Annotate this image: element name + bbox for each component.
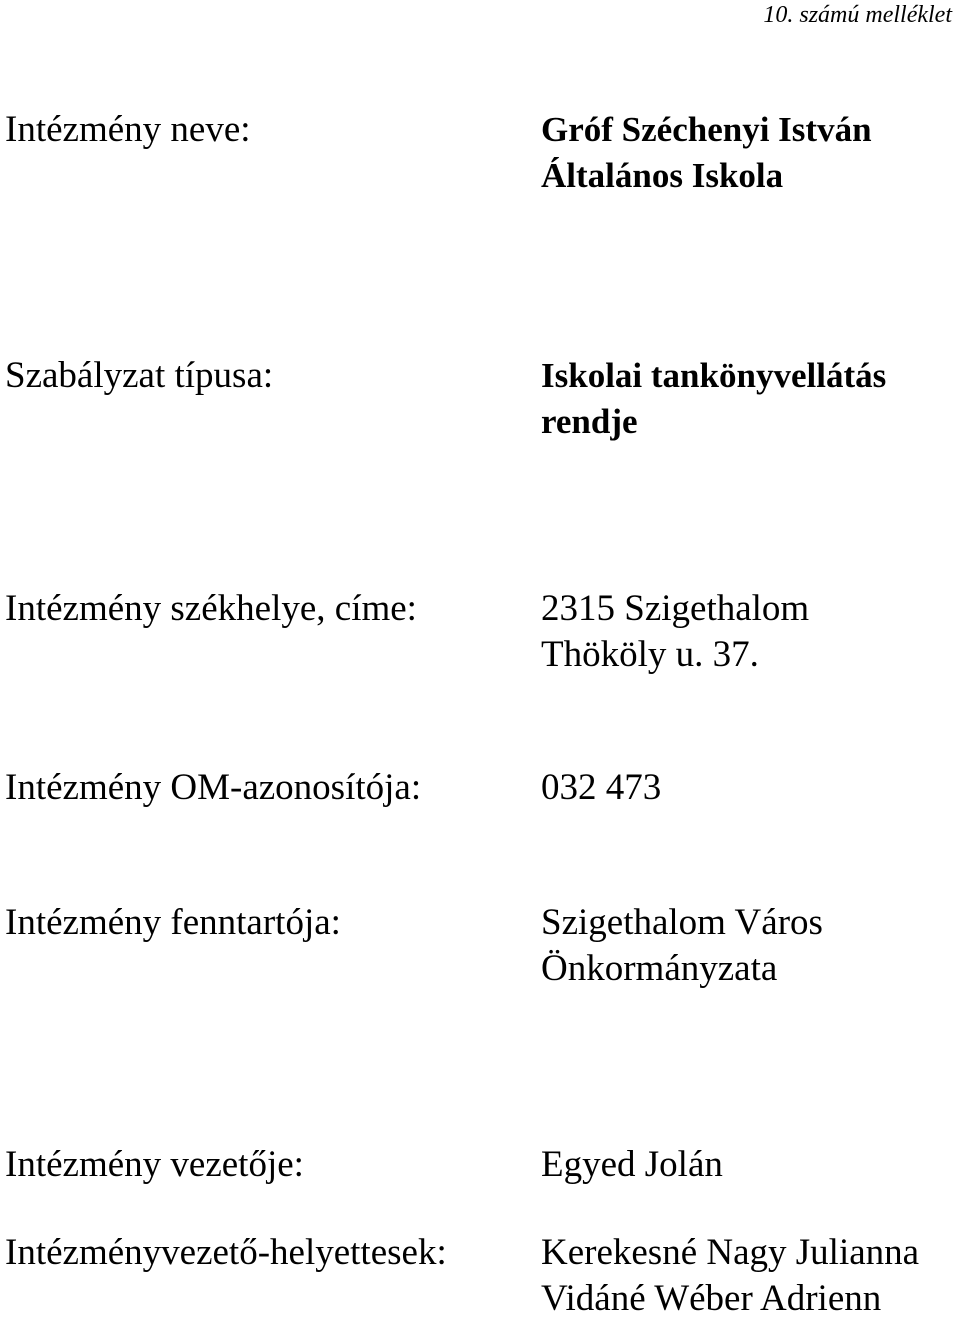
institution-name-line: Gróf Széchenyi István (541, 110, 872, 149)
regulation-type-line: rendje (541, 402, 638, 441)
om-id-label: Intézmény OM-azonosítója: (5, 767, 422, 808)
address-label: Intézmény székhelye, címe: (5, 588, 417, 629)
annex-label: 10. számú melléklet (763, 2, 952, 28)
head-label: Intézmény vezetője: (5, 1144, 304, 1185)
om-id-line: 032 473 (541, 767, 662, 808)
address-value (541, 586, 809, 678)
institution-name-line: Általános Iskola (541, 156, 784, 195)
deputies-value (541, 1230, 919, 1322)
institution-name-label: Intézmény neve: (5, 109, 251, 150)
maintainer-line: Szigethalom Város (541, 902, 823, 943)
maintainer-value (541, 900, 823, 992)
deputies-line: Kerekesné Nagy Julianna (541, 1232, 920, 1273)
deputies-line: Vidáné Wéber Adrienn (541, 1278, 882, 1319)
maintainer-line: Önkormányzata (541, 948, 778, 989)
regulation-type-label: Szabályzat típusa: (5, 355, 274, 396)
address-line: 2315 Szigethalom (541, 588, 810, 629)
deputies-label: Intézményvezető-helyettesek: (5, 1232, 447, 1273)
om-id-value (541, 765, 661, 811)
regulation-type-value (541, 353, 886, 445)
address-line: Thököly u. 37. (541, 634, 759, 675)
head-value (541, 1142, 723, 1188)
institution-name-value (541, 107, 872, 199)
maintainer-label: Intézmény fenntartója: (5, 902, 341, 943)
regulation-type-line: Iskolai tankönyvellátás (541, 356, 887, 395)
head-line: Egyed Jolán (541, 1144, 723, 1185)
